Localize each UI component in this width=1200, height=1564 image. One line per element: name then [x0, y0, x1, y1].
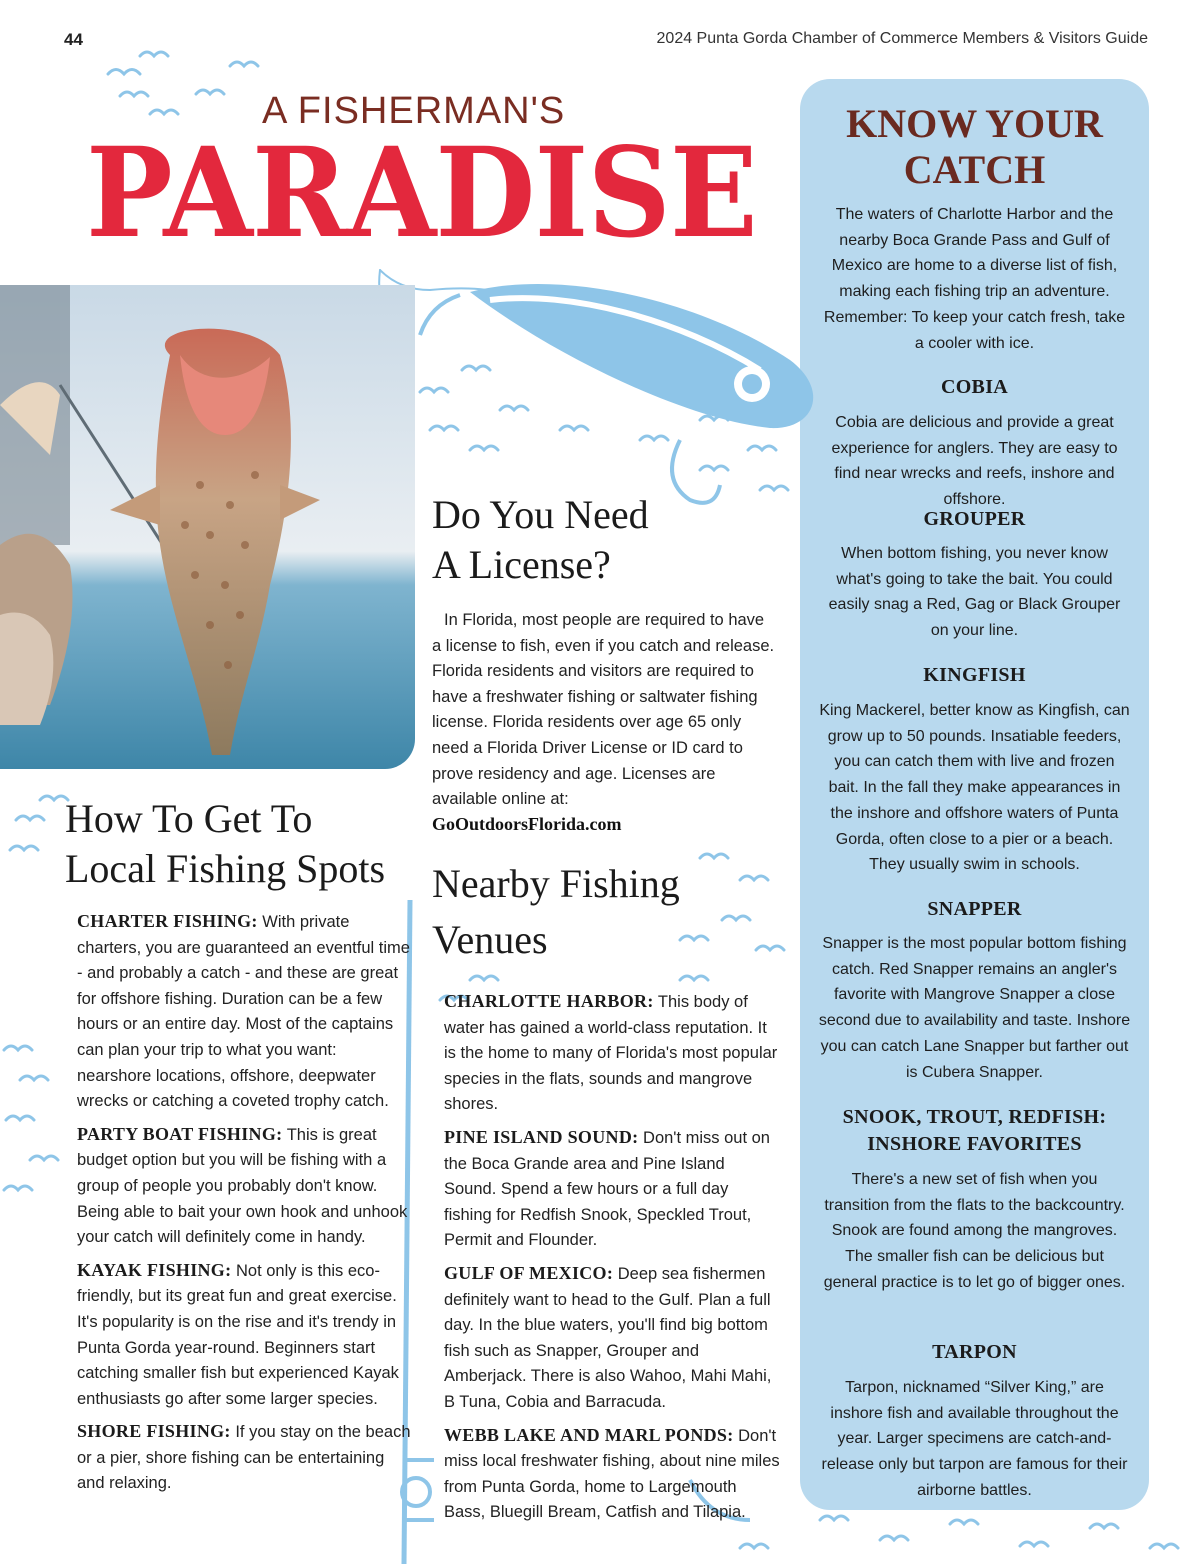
spot-item-party-boat [65, 1123, 415, 1251]
license-url-link[interactable]: GoOutdoorsFlorida.com [432, 813, 622, 834]
page-number: 44 [64, 30, 83, 49]
sidebar-title-line1: KNOW YOUR [846, 101, 1103, 146]
guide-title: 2024 Punta Gorda Chamber of Commerce Members & Visitors Guide [656, 30, 1148, 47]
venues-section-title [432, 856, 680, 968]
spots-title-line1: How To Get To [65, 796, 313, 841]
venue-label: PINE ISLAND SOUND: [444, 1126, 639, 1147]
cobia-text: Cobia are delicious and provide a great experience for anglers. They are easy to find near wrecks and reefs, inshore and offshore. [831, 414, 1118, 509]
spot-label: CHARTER FISHING: [77, 911, 258, 931]
venue-item-webb-lake [432, 1424, 780, 1526]
kingfish-text: King Mackerel, better know as Kingfish, can grow up to 50 pounds. Insatiable feeders, you can catch them with live and frozen bait. In the fall they make appearances in the inshore and offshore waters of Punta Gorda, often close to a pier or a beach. They usually swim in schools. [819, 702, 1130, 874]
venue-text: Don't miss local freshwater fishing, about nine miles from Punta Gorda, home to Largemouth Bass, Bluegill Bream, Catfish and Tilapia. [444, 1426, 780, 1522]
venue-text: Deep sea fishermen definitely want to head to the Gulf. Plan a full day. In the blue waters, you'll find big bottom fish such as Snapper, Grouper and Amberjack. There is also Wahoo, Mahi Mahi, B Tuna, Cobia and Barracuda. [444, 1264, 772, 1411]
spots-section-title [65, 794, 385, 895]
tarpon-heading: TARPON [932, 1341, 1017, 1363]
venue-item-charlotte-harbor [432, 990, 780, 1118]
venue-label: WEBB LAKE AND MARL PONDS: [444, 1424, 734, 1445]
venue-label: GULF OF MEXICO: [444, 1262, 614, 1283]
license-title-line2: A License? [432, 542, 611, 588]
spot-label: KAYAK FISHING: [77, 1259, 232, 1280]
venues-title-line2: Venues [432, 917, 548, 962]
spot-item-charter [65, 910, 415, 1115]
license-text: In Florida, most people are required to have a license to fish, even if you catch and release. Florida residents and visitors are required to have a freshwater fishing or saltwater fishing license. Florida residents over age 65 only need a Florida Driver License or ID card to prove residency and age. Licenses are available online at: [432, 611, 775, 809]
grouper-heading: GROUPER [923, 508, 1026, 530]
venue-label: CHARLOTTE HARBOR: [444, 991, 654, 1011]
spot-text: With private charters, you are guaranteed an eventful time - and probably a catch - and these are great for offshore fishing. Duration can be a few hours or an entire day. Most of the captains can plan your trip to what you want: nearshore locations, offshore, deepwater wrecks or catching a coveted trophy catch. [77, 913, 410, 1111]
spots-title-line2: Local Fishing Spots [65, 846, 386, 892]
page-title: PARADISE [86, 121, 757, 266]
license-title-line1: Do You Need [432, 492, 649, 537]
spot-text: This is great budget option but you will be fishing with a group of people you probably don't know. Being able to bait your own hook and unhook your catch will definitely come in handy. [77, 1125, 408, 1247]
page-kicker: A FISHERMAN'S [262, 90, 566, 132]
venue-item-gulf [432, 1262, 780, 1416]
snapper-heading: SNAPPER [927, 898, 1022, 920]
spot-item-kayak [65, 1259, 415, 1413]
sidebar-title [800, 101, 1149, 192]
sidebar-title-line2: CATCH [903, 146, 1046, 192]
grouper-text: When bottom fishing, you never know what's going to take the bait. You could easily snag a Red, Gag or Black Grouper on your line. [828, 545, 1121, 640]
venue-text: This body of water has gained a world-class reputation. It is the home to many of Florida's most popular species in the flats, sounds and mangrove shores. [444, 993, 778, 1114]
spot-label: SHORE FISHING: [77, 1421, 231, 1442]
snapper-text: Snapper is the most popular bottom fishing catch. Red Snapper remains an angler's favorite with Mangrove Snapper a close second due to availability and taste. Inshore you can catch Lane Snapper but farther out is Cubera Snapper. [818, 935, 1131, 1081]
venue-item-pine-island [432, 1126, 780, 1254]
kingfish-heading: KINGFISH [923, 664, 1026, 686]
spots-list [65, 910, 415, 1497]
venues-title-line1: Nearby Fishing [432, 861, 680, 906]
spot-text: Not only is this eco-friendly, but its great fun and great exercise. It's popularity is on the rise and it's trendy in Punta Gorda year-round. Beginners start catching smaller fish but experienced Kayak enthusiasts go after some larger species. [77, 1261, 399, 1408]
tarpon-text: Tarpon, nicknamed “Silver King,” are inshore fish and available throughout the year. Larger specimens are catch-and-release only but tarpon are famous for their airborne battles. [821, 1379, 1128, 1499]
cobia-heading: COBIA [940, 376, 1009, 398]
grouper-fish-image [0, 285, 415, 769]
venues-list [432, 990, 780, 1526]
inshore-favorites-heading: SNOOK, TROUT, REDFISH: INSHORE FAVORITES [842, 1106, 1107, 1155]
grouper-photo [0, 285, 415, 769]
license-section-title [432, 490, 649, 591]
venue-text: Don't miss out on the Boca Grande area and Pine Island Sound. Spend a few hours or a full day fishing for Redfish Snook, Speckled Trout, Permit and Flounder. [444, 1128, 770, 1250]
license-body [432, 608, 777, 838]
spot-item-shore [65, 1420, 415, 1497]
fishing-lure-icon [420, 284, 813, 503]
sidebar-intro: The waters of Charlotte Harbor and the nearby Boca Grande Pass and Gulf of Mexico are home to a diverse list of fish, making each fishing trip an adventure. Remember: To keep your catch fresh, take a cooler with ice. [823, 206, 1126, 352]
spot-text: If you stay on the beach or a pier, shore fishing can be entertaining and relaxing. [77, 1423, 411, 1493]
inshore-favorites-text: There's a new set of fish when you transition from the flats to the backcountry. Snook are found among the mangroves. The smaller fish can be delicious but general practice is to let go of bigger ones. [823, 1171, 1126, 1291]
spot-label: PARTY BOAT FISHING: [77, 1123, 283, 1144]
